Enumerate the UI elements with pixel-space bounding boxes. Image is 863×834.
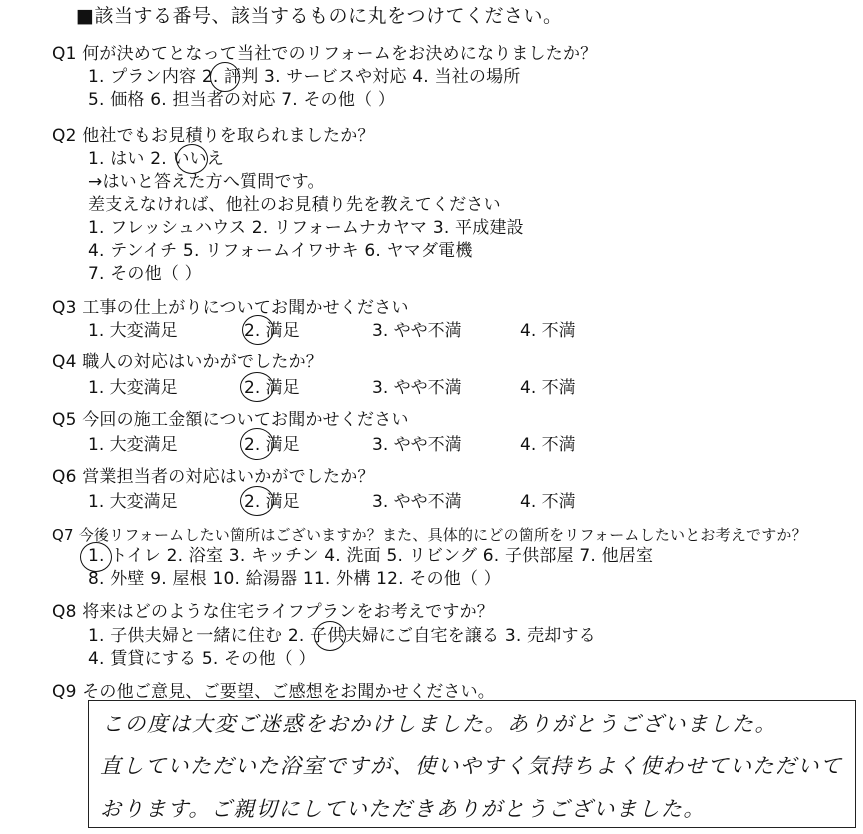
q6-option-4: 4. 不満	[520, 492, 576, 512]
q4-option-2: 2. 満足	[244, 378, 300, 398]
q7-options-line-1: 1. トイレ 2. 浴室 3. キッチン 4. 洗面 5. リビング 6. 子供部屋 7. 他居室	[88, 546, 654, 566]
q1-answer-circle	[210, 62, 240, 92]
q2-answers: 1. はい 2. いいえ	[88, 149, 225, 169]
q5-option-2: 2. 満足	[244, 435, 300, 455]
comment-line-3: おります。ご親切にしていただきありがとうございました。	[100, 797, 706, 821]
comment-line-1: この度は大変ご迷惑をおかけしました。ありがとうございました。	[102, 712, 777, 736]
q6-answer-circle	[240, 486, 274, 516]
q3-option-4: 4. 不満	[520, 321, 576, 341]
q4-option-3: 3. やや不満	[372, 378, 462, 398]
survey-instruction: ■該当する番号、該当するものに丸をつけてください。	[76, 5, 563, 27]
q3-option-1: 1. 大変満足	[88, 321, 178, 341]
q1-options-line-2: 5. 価格 6. 担当者の対応 7. その他（ ）	[88, 90, 396, 110]
q5-option-3: 3. やや不満	[372, 435, 462, 455]
q6-option-3: 3. やや不満	[372, 492, 462, 512]
q8-options-line-1: 1. 子供夫婦と一緒に住む 2. 子供夫婦にご自宅を譲る 3. 売却する	[88, 626, 596, 646]
q4-answer-circle	[240, 372, 274, 402]
q3-answer-circle	[242, 315, 274, 345]
q2-answer-circle	[176, 144, 208, 174]
q2-companies-line-2: 4. テンイチ 5. リフォームイワサキ 6. ヤマダ電機	[88, 241, 473, 261]
q6-option-2: 2. 満足	[244, 492, 300, 512]
q4-option-1: 1. 大変満足	[88, 378, 178, 398]
question-4: Q4 職人の対応はいかがでしたか？	[52, 352, 323, 372]
q2-follow-up-request: 差支えなければ、他社のお見積り先を教えてください	[88, 195, 501, 215]
q8-answer-circle	[314, 621, 346, 651]
q8-options-line-2: 4. 賃貸にする 5. その他（ ）	[88, 649, 316, 669]
question-3: Q3 工事の仕上がりについてお聞かせください	[52, 298, 409, 318]
q7-options-line-2: 8. 外壁 9. 屋根 10. 給湯器 11. 外構 12. その他（ ）	[88, 569, 501, 589]
q5-answer-circle	[240, 428, 274, 460]
question-8: Q8 将来はどのような住宅ライフプランをお考えですか？	[52, 602, 494, 622]
q6-option-1: 1. 大変満足	[88, 492, 178, 512]
q5-option-1: 1. 大変満足	[88, 435, 178, 455]
q2-companies-line-3: 7. その他（ ）	[88, 264, 202, 284]
q3-option-2: 2. 満足	[244, 321, 300, 341]
q5-option-4: 4. 不満	[520, 435, 576, 455]
q7-answer-circle	[80, 542, 112, 572]
question-2: Q2 他社でもお見積りを取られましたか？	[52, 126, 375, 146]
q1-options-line-1: 1. プラン内容 2. 評判 3. サービスや対応 4. 当社の場所	[88, 67, 521, 87]
q4-option-4: 4. 不満	[520, 378, 576, 398]
question-7: Q7 今後リフォームしたい箇所はございますか？また、具体的にどの箇所をリフォームしたいとお考えですか？	[52, 526, 807, 544]
comment-line-2: 直していただいた浴室ですが、使いやすく気持ちよく使わせていただいて	[100, 754, 843, 778]
question-1: Q1 何が決めてとなって当社でのリフォームをお決めになりましたか？	[52, 44, 598, 64]
q2-companies-line-1: 1. フレッシュハウス 2. リフォームナカヤマ 3. 平成建設	[88, 218, 524, 238]
question-6: Q6 営業担当者の対応はいかがでしたか？	[52, 467, 375, 487]
q2-follow-up: →はいと答えた方へ質問です。	[88, 172, 325, 192]
question-9: Q9 その他ご意見、ご要望、ご感想をお聞かせください。	[52, 682, 495, 702]
q3-option-3: 3. やや不満	[372, 321, 462, 341]
question-5: Q5 今回の施工金額についてお聞かせください	[52, 410, 409, 430]
